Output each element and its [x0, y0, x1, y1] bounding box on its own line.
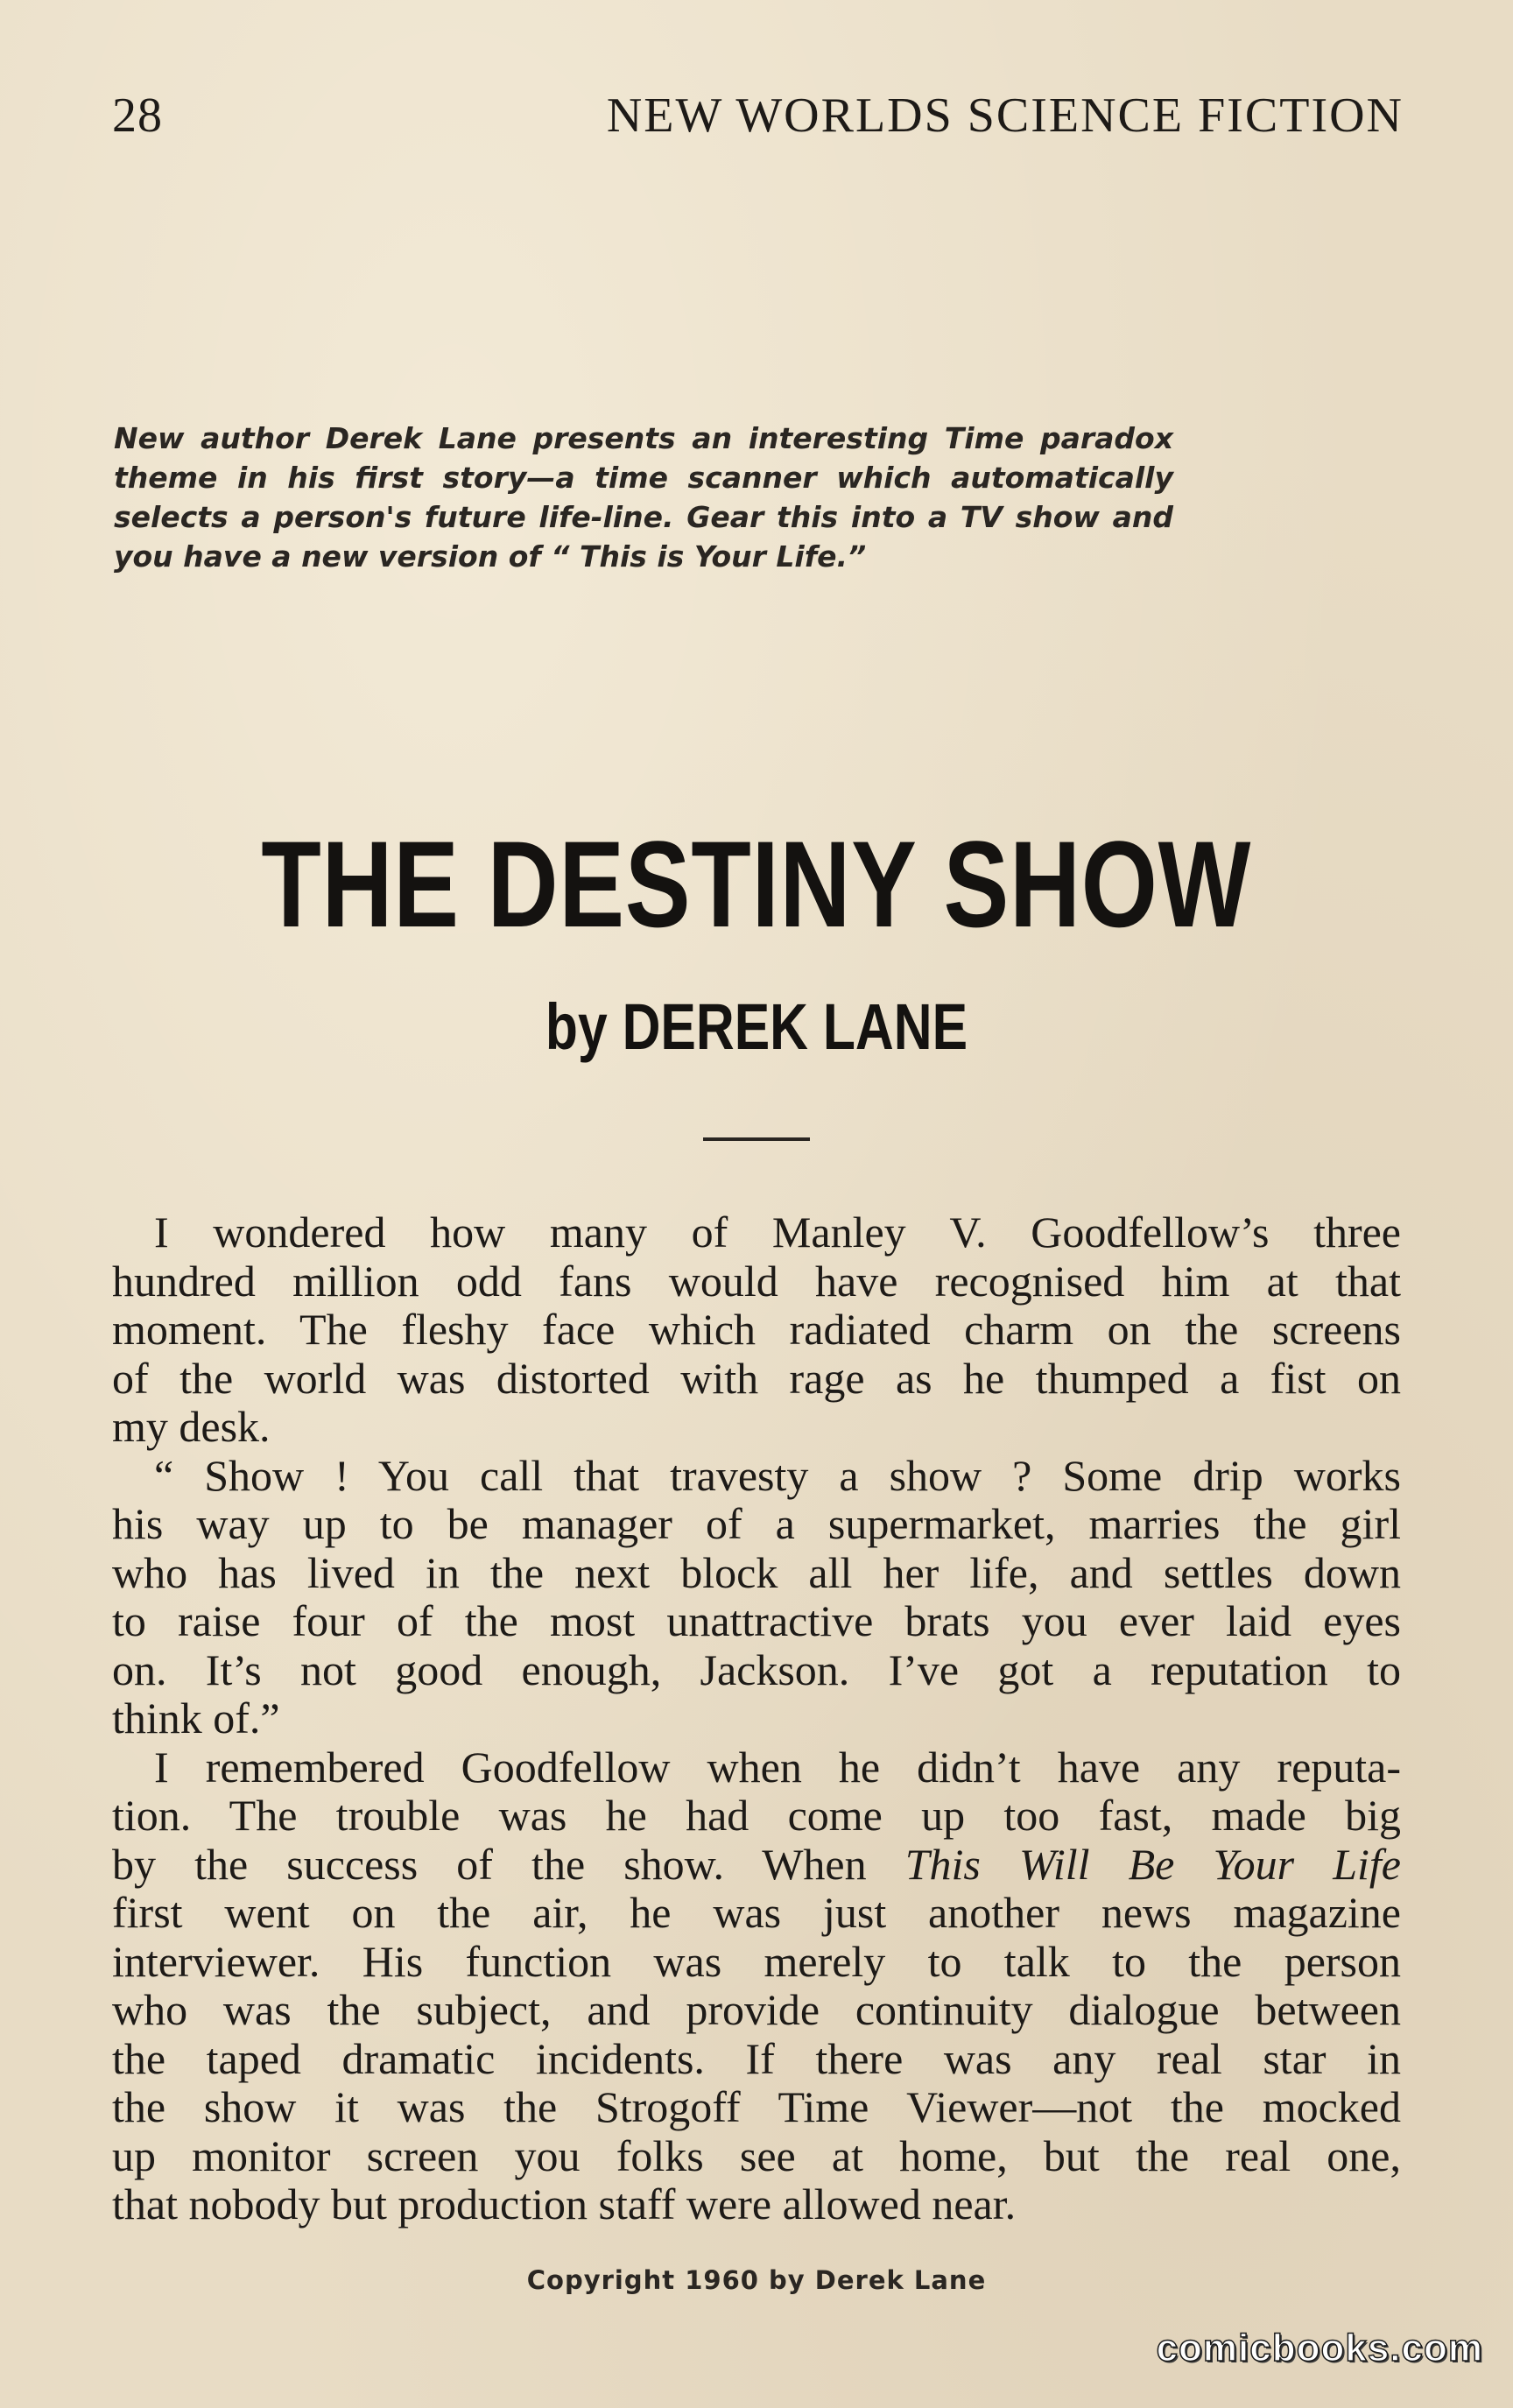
blurb-line: selects a person's future life-line. Gear this into a TV show and [114, 500, 1173, 534]
story-byline-text: by DEREK LANE [545, 990, 968, 1063]
page-number: 28 [112, 88, 163, 143]
body-line: interviewer. His function was merely to talk to the person [112, 1936, 1401, 1986]
editorial-blurb [114, 419, 1173, 576]
body-line: who has lived in the next block all her life, and settles down [112, 1547, 1401, 1597]
body-line: that nobody but production staff were allowed near. [112, 2179, 1017, 2228]
body-line: to raise four of the most unattractive brats you ever laid eyes [112, 1596, 1401, 1645]
blurb-line: theme in his first story—a time scanner which automatically [114, 461, 1173, 495]
body-line: my desk. [112, 1402, 271, 1451]
body-line: of the world was distorted with rage as he thumped a fist on [112, 1353, 1401, 1403]
story-byline [0, 988, 1513, 1067]
body-line: I remembered Goodfellow when he didn’t have any reputa- [154, 1742, 1401, 1792]
body-line: I wondered how many of Manley V. Goodfellow’s three [154, 1208, 1401, 1257]
body-line-text: by the success of the show. When [112, 1839, 905, 1889]
blurb-line: New author Derek Lane presents an interesting Time paradox [114, 421, 1173, 455]
story-title-text: THE DESTINY SHOW [261, 815, 1252, 953]
title-divider [703, 1137, 810, 1141]
body-line: tion. The trouble was he had come up too fast, made big [112, 1791, 1401, 1840]
body-line: up monitor screen you folks see at home, but the real one, [112, 2130, 1401, 2180]
body-line: on. It’s not good enough, Jackson. I’ve got a reputation to [112, 1644, 1401, 1694]
body-line: his way up to be manager of a supermarket, marries the girl [112, 1499, 1401, 1548]
running-head: NEW WORLDS SCIENCE FICTION [606, 88, 1404, 143]
body-line: moment. The fleshy face which radiated charm on the screens [112, 1305, 1401, 1354]
show-title-italic: This Will Be Your Life [904, 1839, 1401, 1889]
body-line: think of.” [112, 1693, 280, 1743]
body-line: “ Show ! You call that travesty a show ? Some drip works [154, 1450, 1401, 1500]
body-line: who was the subject, and provide continuity dialogue between [112, 1985, 1401, 2034]
body-line [112, 1841, 1401, 1890]
story-title [0, 814, 1513, 954]
body-line: hundred million odd fans would have recognised him at that [112, 1256, 1401, 1306]
body-line: the taped dramatic incidents. If there was any real star in [112, 2033, 1401, 2083]
site-watermark: comicbooks.com [1156, 2327, 1483, 2369]
body-line: the show it was the Strogoff Time Viewer—not the mocked [112, 2082, 1401, 2131]
blurb-line: you have a new version of “ This is Your Life.” [114, 539, 867, 574]
copyright-notice: Copyright 1960 by Derek Lane [526, 2265, 987, 2295]
story-body [112, 1208, 1401, 2229]
body-line: first went on the air, he was just another news magazine [112, 1888, 1401, 1937]
